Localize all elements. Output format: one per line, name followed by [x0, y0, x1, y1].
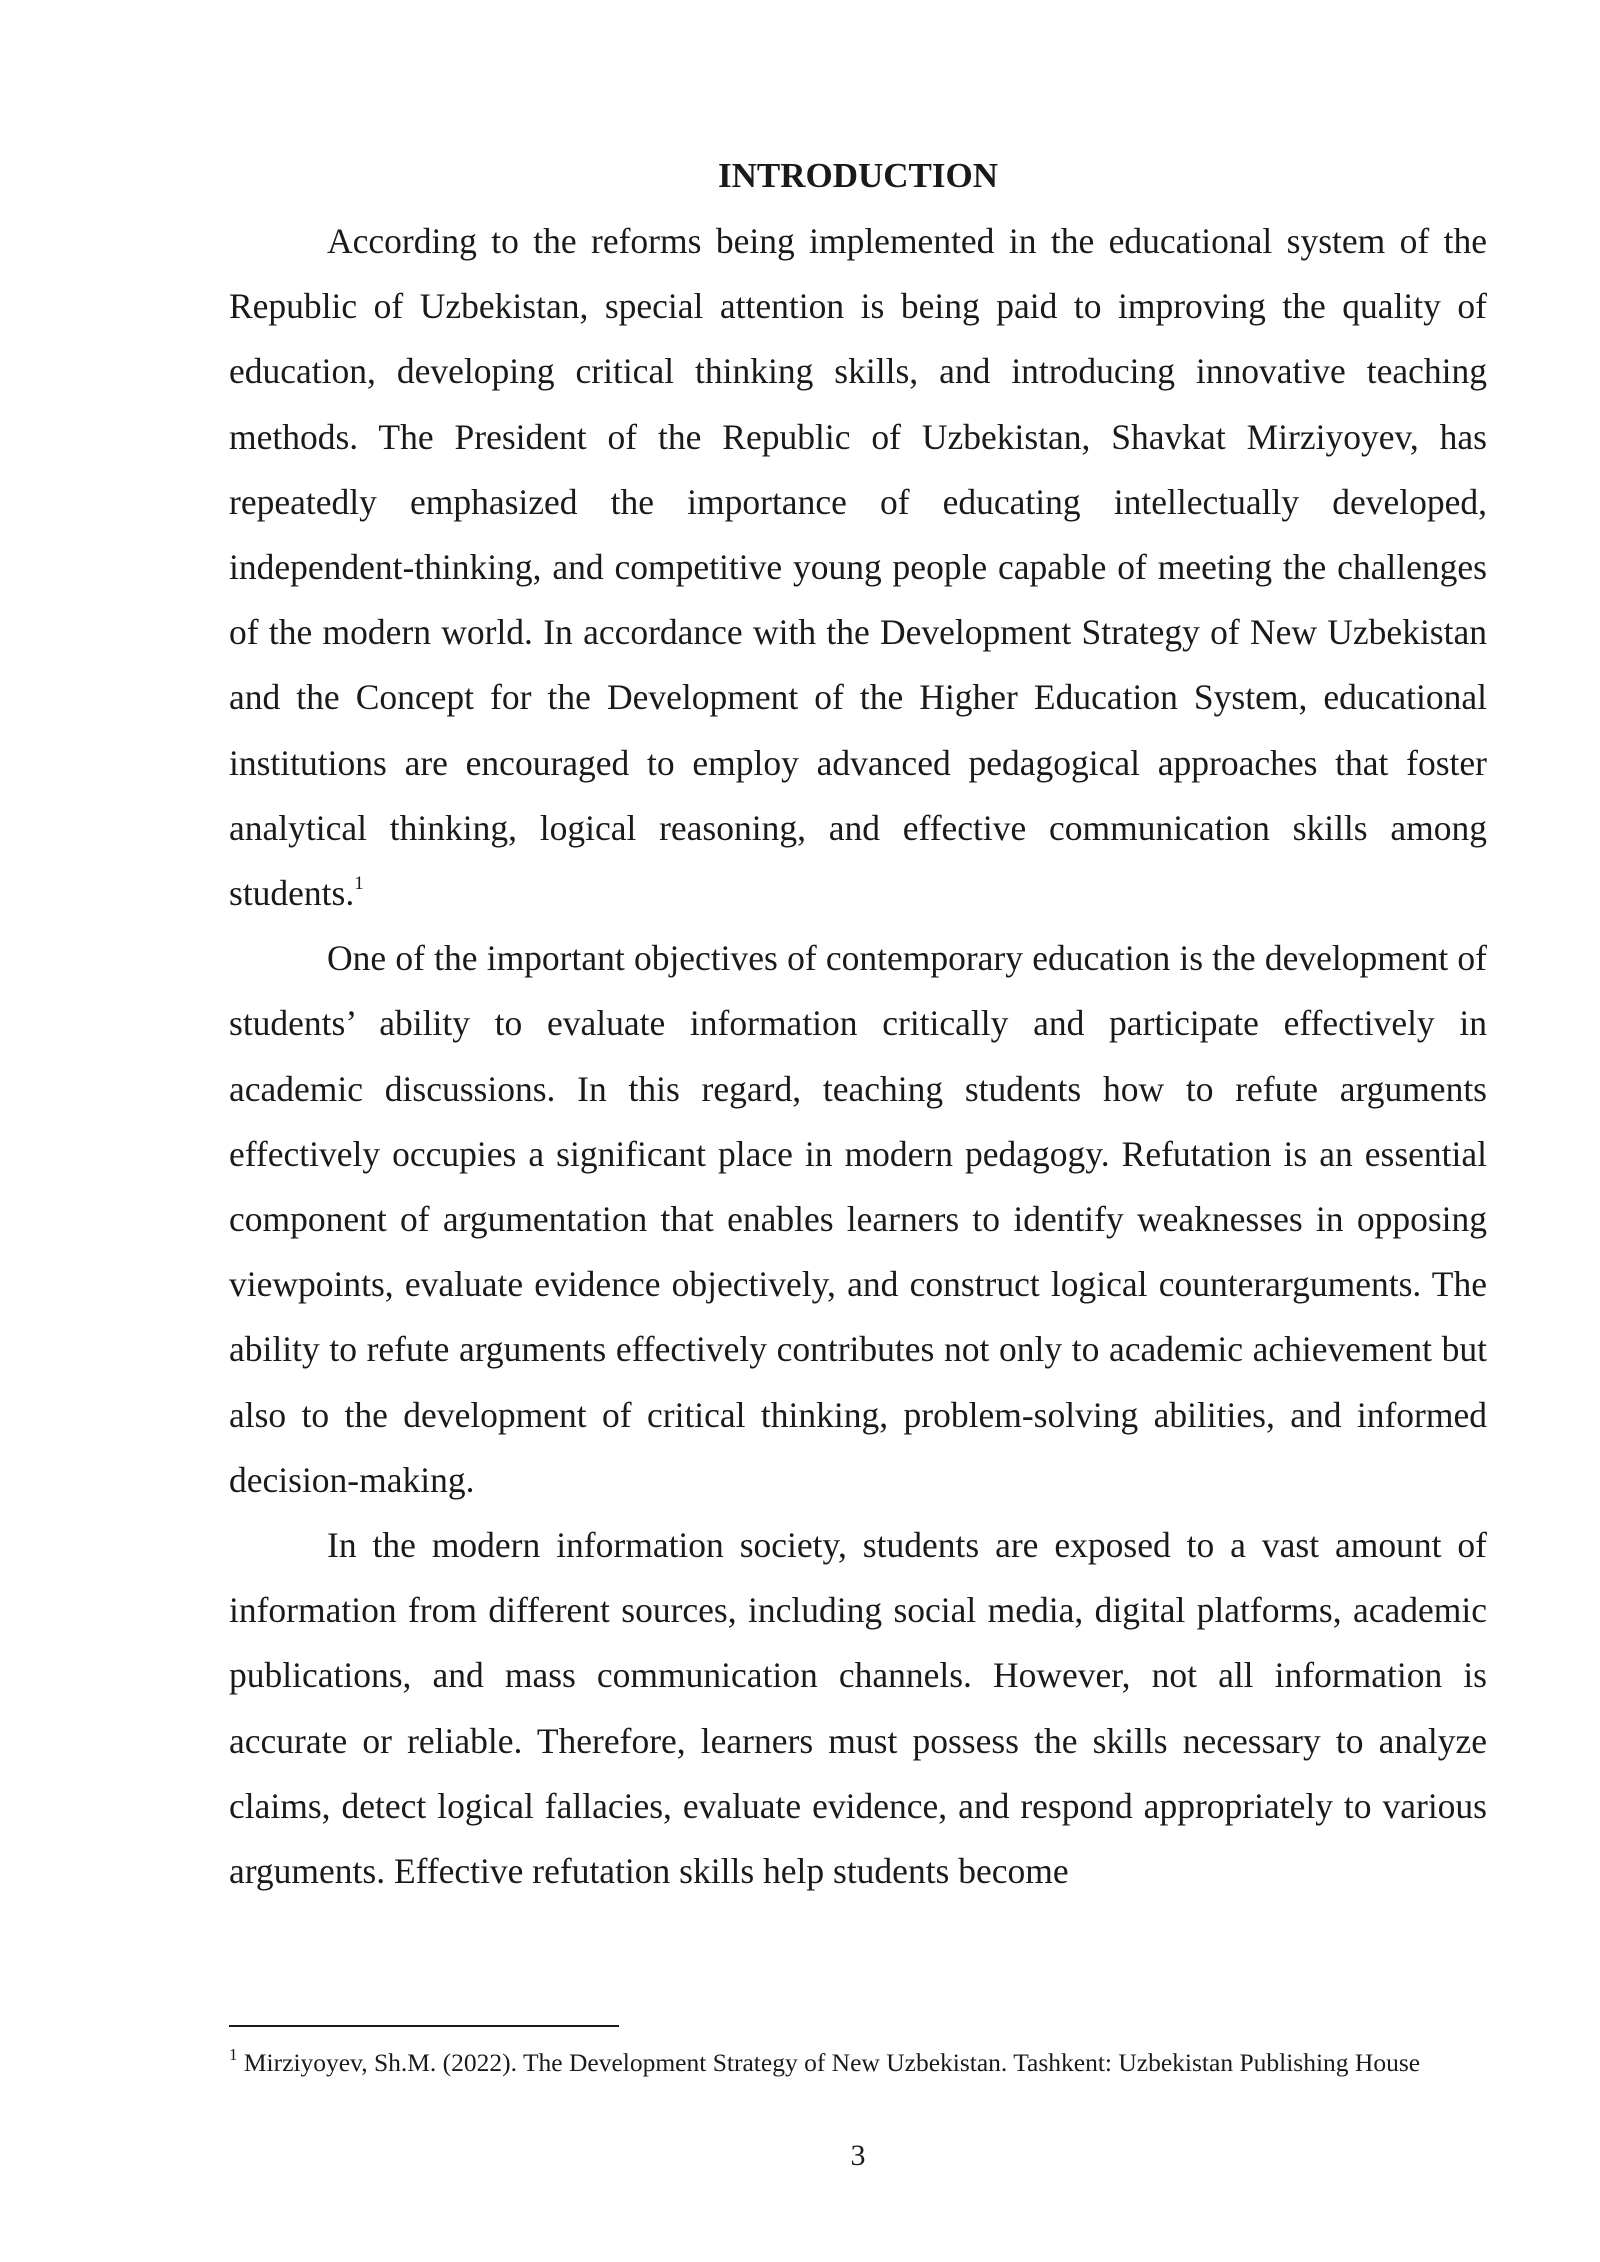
page-number: 3 [850, 2139, 866, 2172]
footnote [229, 2046, 1487, 2079]
body-text [229, 209, 1487, 1904]
paragraph-2: One of the important objectives of contemporary education is the development of students’ ability to evaluate information critically and participate effectively in academic discussions. In this regard, teaching students how to refute arguments effectively occupies a significant place in modern pedagogy. Refutation is an essential component of argumentation that enables learners to identify weaknesses in opposing viewpoints, evaluate evidence objectively, and construct logical counterarguments. The ability to refute arguments effectively contributes not only to academic achievement but also to the development of critical thinking, problem-solving abilities, and informed decision-making. [229, 938, 1487, 1500]
footnote-reference: 1 [354, 873, 364, 895]
paragraph-1-text: According to the reforms being implemented in the educational system of the Republic of Uzbekistan, special attention is being paid to improving the quality of education, developing critical thinking skills, and introducing innovative teaching methods. The President of the Republic of Uzbekistan, Shavkat Mirziyoyev, has repeatedly emphasized the importance of educating intellectually developed, independent-thinking, and competitive young people capable of meeting the challenges of the modern world. In accordance with the Development Strategy of New Uzbekistan and the Concept for the Development of the Higher Education System, educational institutions are encouraged to employ advanced pedagogical approaches that foster analytical thinking, logical reasoning, and effective communication skills among students. [229, 221, 1487, 914]
footnote-separator [229, 2025, 619, 2027]
paragraph-3: In the modern information society, students are exposed to a vast amount of information from different sources, including social media, digital platforms, academic publications, and mass communication channels. However, not all information is accurate or reliable. Therefore, learners must possess the skills necessary to analyze claims, detect logical fallacies, evaluate evidence, and respond appropriately to various arguments. Effective refutation skills help students become [229, 1525, 1487, 1892]
paragraph-1 [229, 209, 1487, 926]
page-title: INTRODUCTION [717, 156, 999, 195]
footnote-text: Mirziyoyev, Sh.M. (2022). The Development Strategy of New Uzbekistan. Tashkent: Uzbekistan Publishing House [237, 2048, 1421, 2077]
footnote-marker: 1 [229, 2045, 238, 2064]
